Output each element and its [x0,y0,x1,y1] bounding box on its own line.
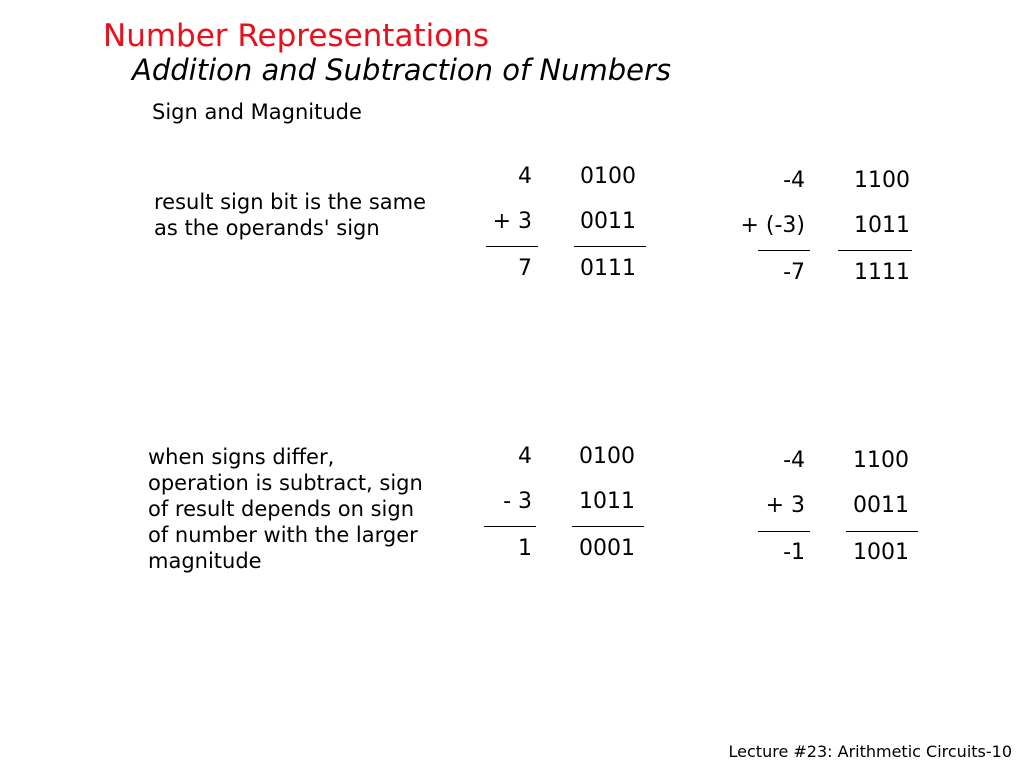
row2-right-binary-result: 1001 [853,540,909,565]
slide-footer: Lecture #23: Arithmetic Circuits-10 [728,742,1012,761]
row1-left-result: 7 [518,256,532,281]
row2-left-decimal-sum-line [484,526,536,527]
section-label: Sign and Magnitude [152,100,362,124]
row1-right-binary-b: 1011 [854,213,910,238]
row2-right-binary-a: 1100 [853,448,909,473]
row1-left-binary-result: 0111 [580,256,636,281]
row2-note: when signs differ, operation is subtract, sign of result depends on sign of number with the larger magnitude [148,445,423,573]
slide-title: Number Representations [103,18,489,54]
row1-left-binary-b: 0011 [580,209,636,234]
row2-left-binary-sum-line [572,526,644,527]
row2-right-binary-b: 0011 [853,493,909,518]
row2-left-binary-b: 1011 [579,489,635,514]
row2-right-operand-a: -4 [783,448,805,473]
row1-note: result sign bit is the same as the operands' sign [154,190,427,240]
row1-left-binary-sum-line [574,246,646,247]
row1-right-operand-a: -4 [783,168,805,193]
slide-subtitle: Addition and Subtraction of Numbers [132,53,672,87]
row1-right-binary-sum-line [838,250,912,251]
row2-right-operand-b: + 3 [765,493,805,518]
row2-right-result: -1 [783,540,805,565]
row1-right-binary-a: 1100 [854,168,910,193]
row2-left-result: 1 [518,536,532,561]
row2-left-binary-result: 0001 [579,536,635,561]
row2-left-operand-b: - 3 [503,489,532,514]
row1-left-operand-b: + 3 [492,209,532,234]
row1-left-decimal-sum-line [486,246,538,247]
row2-left-binary-a: 0100 [579,444,635,469]
row1-right-operand-b: + (-3) [740,213,805,238]
row2-right-decimal-sum-line [758,531,810,532]
row2-right-binary-sum-line [846,531,918,532]
row1-right-result: -7 [783,260,805,285]
row1-left-operand-a: 4 [518,164,532,189]
row1-right-binary-result: 1111 [854,260,910,285]
row1-left-binary-a: 0100 [580,164,636,189]
row1-right-decimal-sum-line [758,250,810,251]
row2-left-operand-a: 4 [518,444,532,469]
